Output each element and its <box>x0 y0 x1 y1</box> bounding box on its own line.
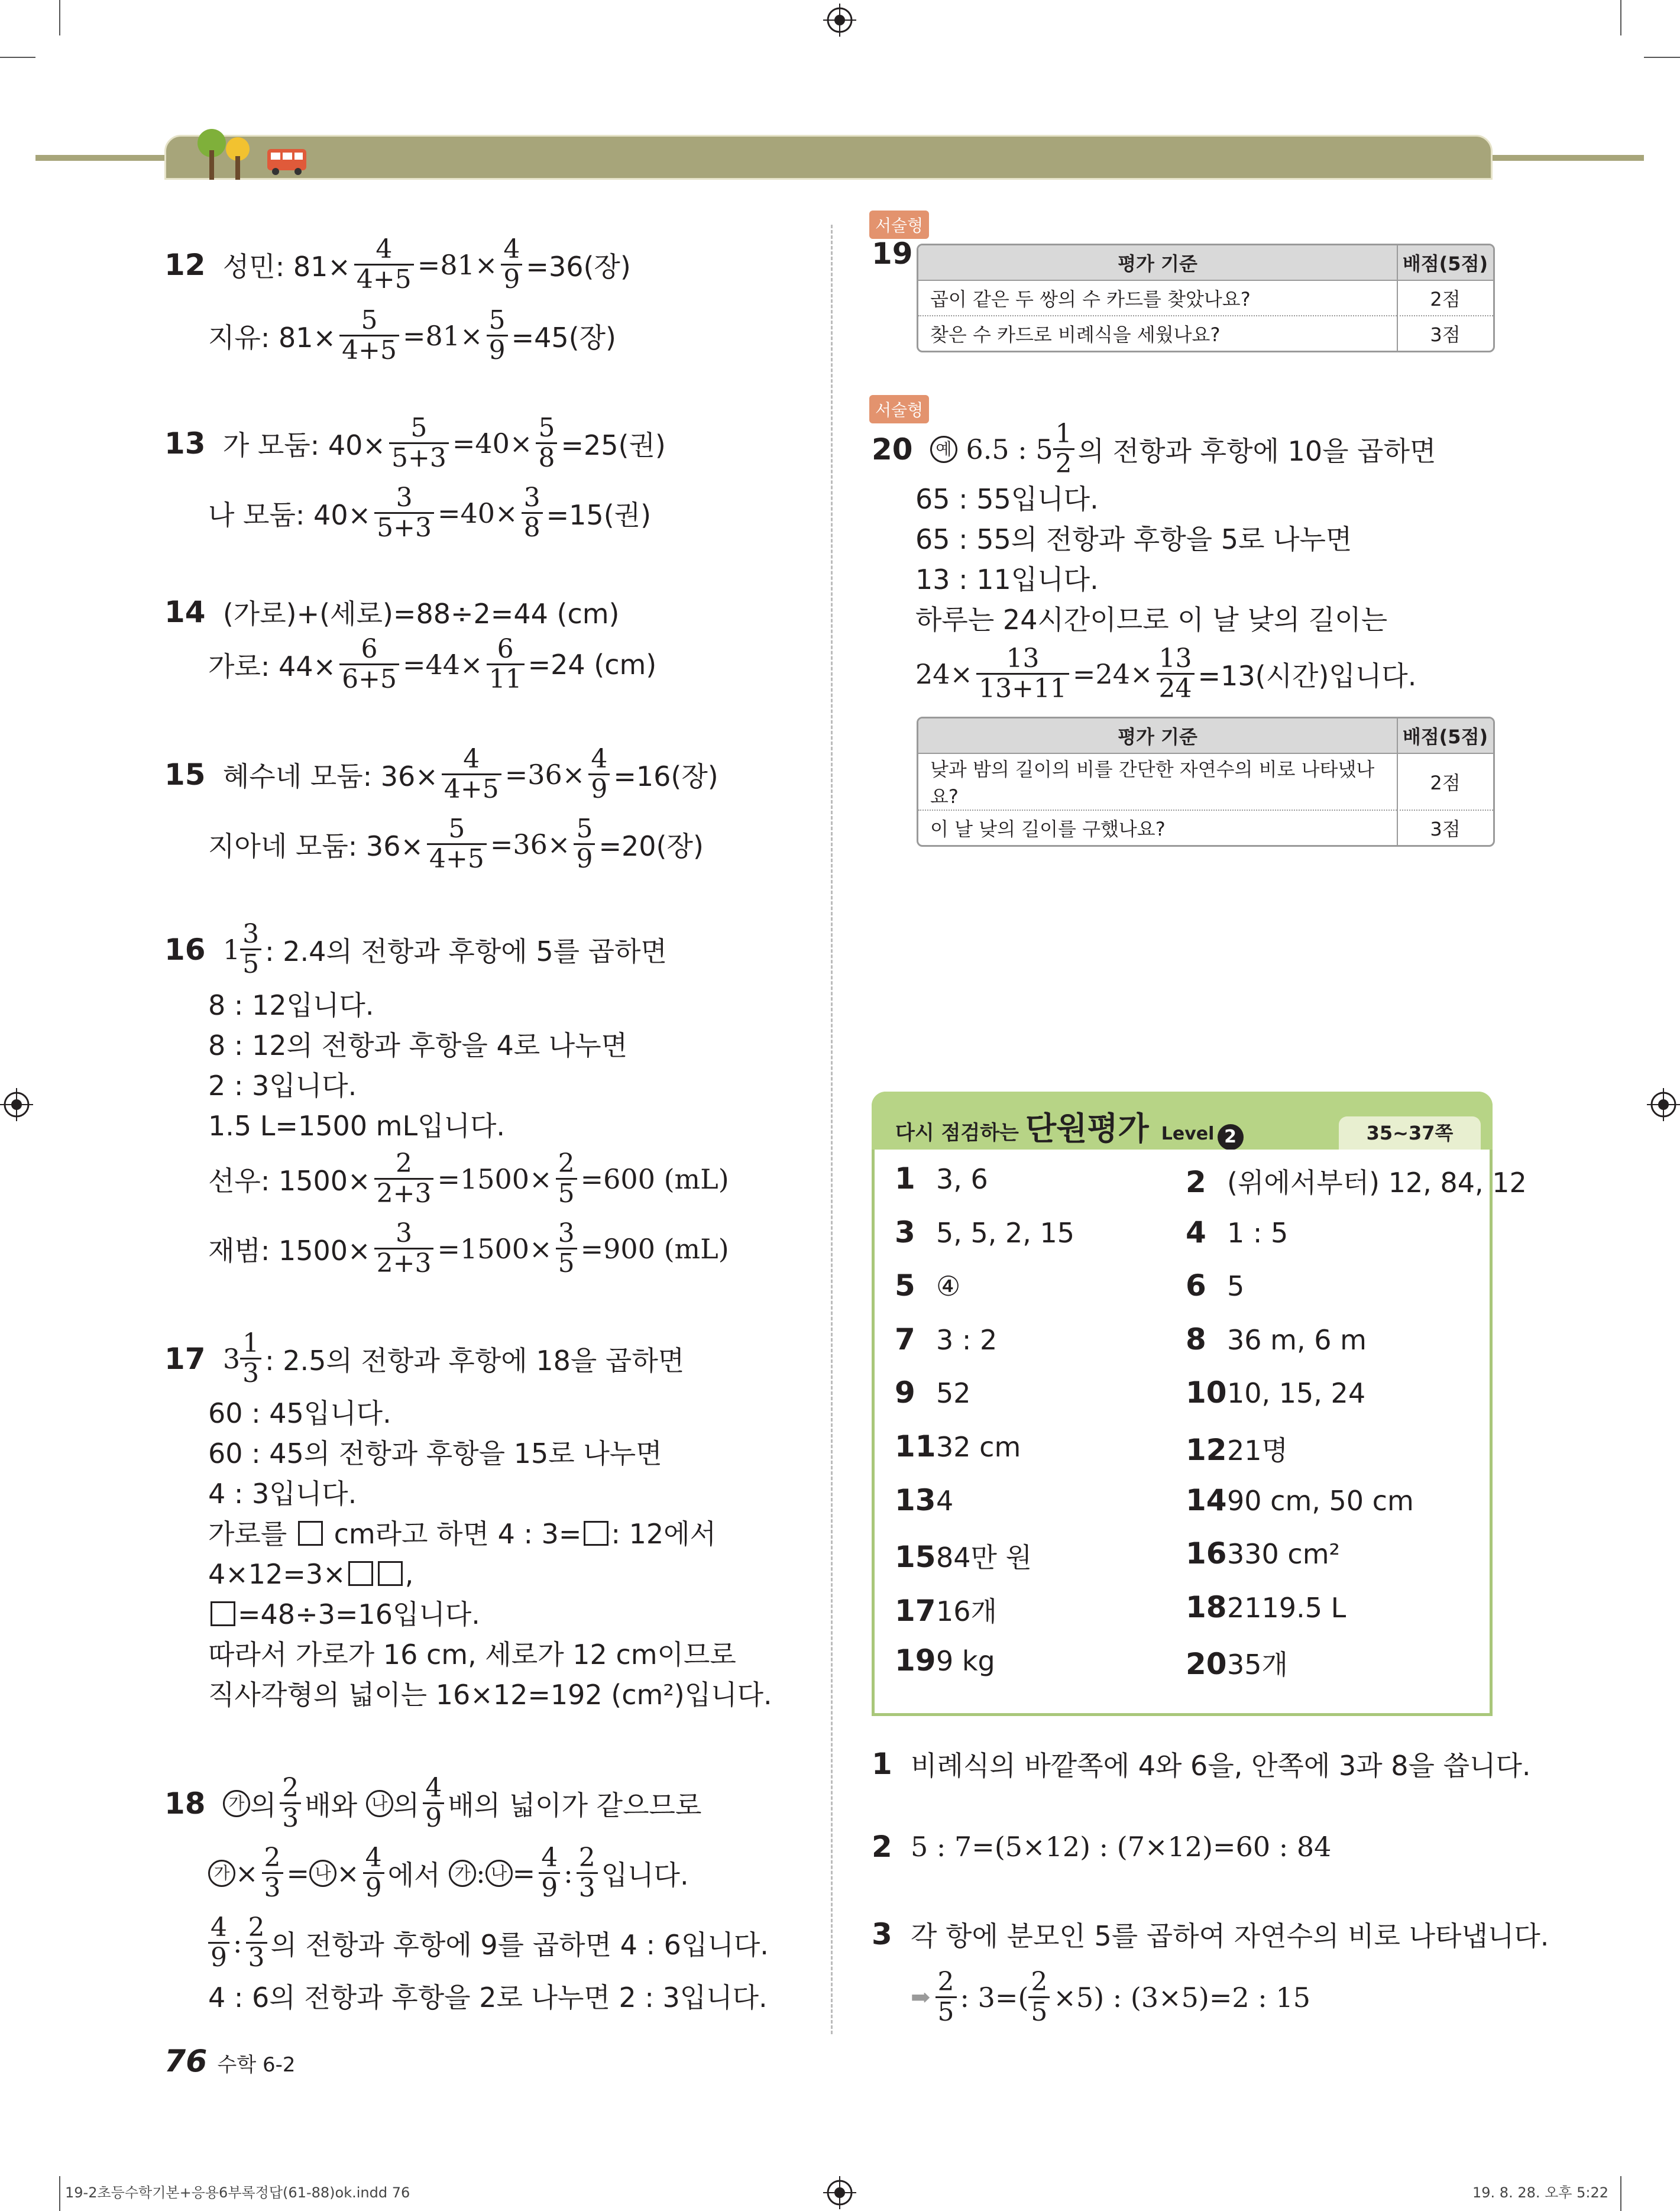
answer-number: 14 <box>1186 1482 1227 1517</box>
problem-14-line1: 14 (가로)+(세로)=88÷2=44 (cm) <box>164 595 620 630</box>
answer-number: 1 <box>895 1161 915 1196</box>
answer-number: 6 <box>1186 1268 1206 1303</box>
answer-item <box>1186 1483 1414 1517</box>
problem-16-line3: 8 : 12의 전항과 후항을 4로 나누면 <box>208 1030 628 1061</box>
answer-item <box>1186 1590 1346 1624</box>
page-subject: 수학 6-2 <box>217 2053 296 2077</box>
explanation-3-line2: ➡ $\frac{2}{5}$ : 3=( $\frac{2}{5}$ ×5) : (3×5)=2 : 15 <box>911 1967 1310 2027</box>
answer-value: 32 cm <box>936 1431 1021 1463</box>
answer-number: 3 <box>895 1215 915 1249</box>
answer-item <box>895 1429 1021 1464</box>
answer-value: 2119.5 L <box>1227 1591 1346 1624</box>
answer-number: 4 <box>1186 1215 1206 1249</box>
registration-mark-icon <box>1647 1088 1680 1121</box>
answer-number: 16 <box>1186 1536 1227 1571</box>
problem-16-line4: 2 : 3입니다. <box>208 1070 357 1102</box>
registration-mark-icon <box>823 2176 856 2209</box>
answer-item <box>895 1590 997 1629</box>
problem-20-line2: 65 : 55입니다. <box>915 483 1099 515</box>
answer-number: 18 <box>1186 1590 1227 1624</box>
answer-item <box>895 1268 960 1303</box>
problem-15-line1: 15 혜수네 모둠: 36× $\frac{4}{4+5}$ =36× $\frac{4}{9}$ =16(장) <box>164 744 718 804</box>
answer-value: 9 kg <box>936 1645 995 1678</box>
page-range-badge: 35~37쪽 <box>1339 1116 1481 1150</box>
problem-20-criteria-table: 평가 기준 배점(5점) 낮과 밤의 길이의 비를 간단한 자연수의 비로 나타냈나요? 2점 이 날 낮의 길이를 구했나요? 3점 <box>917 717 1495 847</box>
bus-icon <box>266 147 307 176</box>
registration-mark-icon <box>0 1088 33 1121</box>
problem-15-line2: 지아네 모둠: 36× $\frac{5}{4+5}$ =36× $\frac{5}{9}$ =20(장) <box>208 814 704 874</box>
blank-box <box>348 1561 373 1586</box>
page-number: 76 <box>164 2044 208 2079</box>
answer-item <box>1186 1536 1340 1571</box>
problem-20-line6: 24× $\frac{13}{13+11}$ =24× $\frac{13}{24}$ =13(시간)입니다. <box>915 643 1417 704</box>
problem-14-line2: 가로: 44× $\frac{6}{6+5}$ =44× $\frac{6}{11}$ =24 (cm) <box>208 634 657 694</box>
answer-number: 5 <box>895 1268 915 1303</box>
file-name: 19-2초등수학기본+응용6부록정답(61-88)ok.indd 76 <box>65 2184 410 2201</box>
registration-mark-icon <box>823 4 856 37</box>
answer-number: 2 <box>1186 1165 1206 1199</box>
problem-20-line4: 13 : 11입니다. <box>915 564 1099 595</box>
blank-box <box>211 1601 235 1626</box>
answer-number: 15 <box>895 1540 936 1575</box>
problem-17-line5: 가로를 cm라고 하면 4 : 3= : 12에서 <box>208 1518 717 1550</box>
blank-box <box>584 1521 608 1546</box>
answer-value: 52 <box>936 1377 971 1410</box>
answer-grid <box>872 1150 1527 1716</box>
table-row: 곱이 같은 두 쌍의 수 카드를 찾았나요? 2점 <box>918 281 1493 316</box>
answer-item <box>895 1322 997 1357</box>
answer-value: 5 <box>1227 1270 1245 1303</box>
problem-17-line4: 4 : 3입니다. <box>208 1478 357 1510</box>
problem-18-line3: $\frac{4}{9}$ : $\frac{2}{3}$ 의 전항과 후항에 9를 곱하면 4 : 6입니다. <box>208 1914 769 1972</box>
answer-value: 21명 <box>1227 1435 1288 1467</box>
problem-13-line1: 13 가 모둠: 40× $\frac{5}{5+3}$ =40× $\frac{5}{8}$ =25(권) <box>164 413 666 473</box>
answer-item <box>895 1161 988 1196</box>
answer-number: 11 <box>895 1429 936 1464</box>
answer-item <box>1186 1268 1244 1303</box>
answer-value: ④ <box>936 1270 961 1303</box>
problem-17-line7: =48÷3=16입니다. <box>208 1598 480 1631</box>
answer-number: 9 <box>895 1375 915 1410</box>
table-row: 낮과 밤의 길이의 비를 간단한 자연수의 비로 나타냈나요? 2점 <box>918 754 1493 811</box>
problem-16-line2: 8 : 12입니다. <box>208 989 374 1021</box>
answer-value: 10, 15, 24 <box>1227 1377 1366 1410</box>
essay-tag: 서술형 <box>869 211 929 239</box>
answer-value: 84만 원 <box>936 1542 1032 1574</box>
header-tab <box>164 135 1493 180</box>
answer-number: 8 <box>1186 1322 1206 1357</box>
answer-item <box>895 1375 971 1410</box>
problem-17-line1: 17 3 $\frac{1}{3}$ : 2.5의 전항과 후항에 18을 곱하면 <box>164 1328 685 1388</box>
answer-number: 13 <box>895 1482 936 1517</box>
answer-value: 5, 5, 2, 15 <box>936 1216 1075 1249</box>
problem-16-line7: 재범: 1500× $\frac{3}{2+3}$ =1500× $\frac{3}{5}$ =900 (mL) <box>208 1218 729 1278</box>
essay-tag: 서술형 <box>869 395 929 423</box>
problem-18-line4: 4 : 6의 전항과 후항을 2로 나누면 2 : 3입니다. <box>208 1982 768 2013</box>
arrow-right-icon: ➡ <box>911 1983 931 2011</box>
problem-17-line9: 직사각형의 넓이는 16×12=192 (cm²)입니다. <box>208 1679 772 1711</box>
print-date: 19. 8. 28. 오후 5:22 <box>1472 2184 1609 2201</box>
problem-16-line1: 16 1 $\frac{3}{5}$ : 2.4의 전항과 후항에 5를 곱하면 <box>164 919 667 979</box>
answer-item <box>1186 1161 1527 1200</box>
problem-16-line6: 선우: 1500× $\frac{2}{2+3}$ =1500× $\frac{2}{5}$ =600 (mL) <box>208 1148 729 1209</box>
circled-ga-icon: 가 <box>223 1790 250 1817</box>
answer-item <box>895 1643 995 1678</box>
explanation-3-line1: 3 각 항에 분모인 5를 곱하여 자연수의 비로 나타냅니다. <box>872 1917 1549 1952</box>
level-badge: 2 <box>1218 1124 1244 1150</box>
example-mark-icon: 예 <box>930 436 957 463</box>
blank-box <box>378 1561 403 1586</box>
table-row: 찾은 수 카드로 비례식을 세웠나요? 3점 <box>918 316 1493 351</box>
answer-item <box>895 1215 1074 1249</box>
answer-value: 3, 6 <box>936 1163 988 1195</box>
answer-value: 16개 <box>936 1595 997 1627</box>
problem-12-line1: 12 성민: 81× $\frac{4}{4+5}$ =81× $\frac{4}{9}$ =36(장) <box>164 234 631 294</box>
tree-icon <box>195 127 254 180</box>
problem-19-criteria-table: 평가 기준 배점(5점) 곱이 같은 두 쌍의 수 카드를 찾았나요? 2점 찾은 수 카드로 비례식을 세웠나요? 3점 <box>917 244 1495 352</box>
answer-number: 20 <box>1186 1647 1227 1682</box>
problem-17-line3: 60 : 45의 전항과 후항을 15로 나누면 <box>208 1438 662 1469</box>
page-footer <box>164 2044 296 2079</box>
answer-item <box>1186 1429 1288 1468</box>
problem-12-line2: 지유: 81× $\frac{5}{4+5}$ =81× $\frac{5}{9}$ =45(장) <box>208 305 616 365</box>
answer-item <box>895 1536 1032 1575</box>
answer-item <box>1186 1375 1365 1410</box>
answer-value: 1 : 5 <box>1227 1216 1289 1249</box>
explanation-2: 2 5 : 7=(5×12) : (7×12)=60 : 84 <box>872 1830 1332 1864</box>
answer-value: (위에서부터) 12, 84, 12 <box>1227 1167 1527 1199</box>
answer-item <box>1186 1643 1288 1682</box>
problem-20-line3: 65 : 55의 전항과 후항을 5로 나누면 <box>915 523 1352 555</box>
explanation-1: 1 비례식의 바깥쪽에 4와 6을, 안쪽에 3과 8을 씁니다. <box>872 1747 1531 1782</box>
answer-number: 12 <box>1186 1433 1227 1467</box>
answer-item <box>1186 1215 1288 1249</box>
problem-19-number: 19 <box>872 237 913 271</box>
answer-value: 3 : 2 <box>936 1323 998 1356</box>
problem-20-line5: 하루는 24시간이므로 이 날 낮의 길이는 <box>915 604 1388 636</box>
column-divider <box>831 225 833 2034</box>
problem-20-line1: 20 예 6.5 : 5 $\frac{1}{2}$ 의 전항과 후항에 10을 곱하면 <box>872 419 1436 479</box>
answer-number: 17 <box>895 1593 936 1628</box>
answer-value: 35개 <box>1227 1649 1288 1681</box>
table-row: 이 날 낮의 길이를 구했나요? 3점 <box>918 811 1493 845</box>
problem-17-line2: 60 : 45입니다. <box>208 1397 391 1429</box>
answer-item <box>1186 1322 1367 1357</box>
answer-number: 7 <box>895 1322 915 1357</box>
answer-value: 330 cm² <box>1227 1538 1340 1571</box>
problem-18-line1: 18 가 의 $\frac{2}{3}$ 배와 나 의 $\frac{4}{9}$ 배의 넓이가 같으므로 <box>164 1773 702 1833</box>
problem-17-line8: 따라서 가로가 16 cm, 세로가 12 cm이므로 <box>208 1639 736 1671</box>
answer-value: 4 <box>936 1484 954 1517</box>
problem-18-line2: 가 × $\frac{2}{3}$ = 나 × $\frac{4}{9}$ 에서 가 : 나 = $\frac{4}{9}$ : $\frac{2}{3}$ 입니다. <box>208 1844 689 1902</box>
circled-na-icon: 나 <box>366 1790 393 1817</box>
blank-box <box>298 1521 323 1546</box>
problem-16-line5: 1.5 L=1500 mL입니다. <box>208 1110 506 1142</box>
answer-item <box>895 1483 953 1517</box>
problem-17-line6: 4×12=3× , <box>208 1558 414 1590</box>
answer-value: 90 cm, 50 cm <box>1227 1484 1414 1517</box>
unit-review-title: 다시 점검하는 단원평가 Level 2 <box>895 1103 1244 1150</box>
answer-value: 36 m, 6 m <box>1227 1323 1367 1356</box>
answer-number: 10 <box>1186 1375 1227 1410</box>
problem-13-line2: 나 모둠: 40× $\frac{3}{5+3}$ =40× $\frac{3}{8}$ =15(권) <box>208 483 652 543</box>
answer-number: 19 <box>895 1643 936 1678</box>
